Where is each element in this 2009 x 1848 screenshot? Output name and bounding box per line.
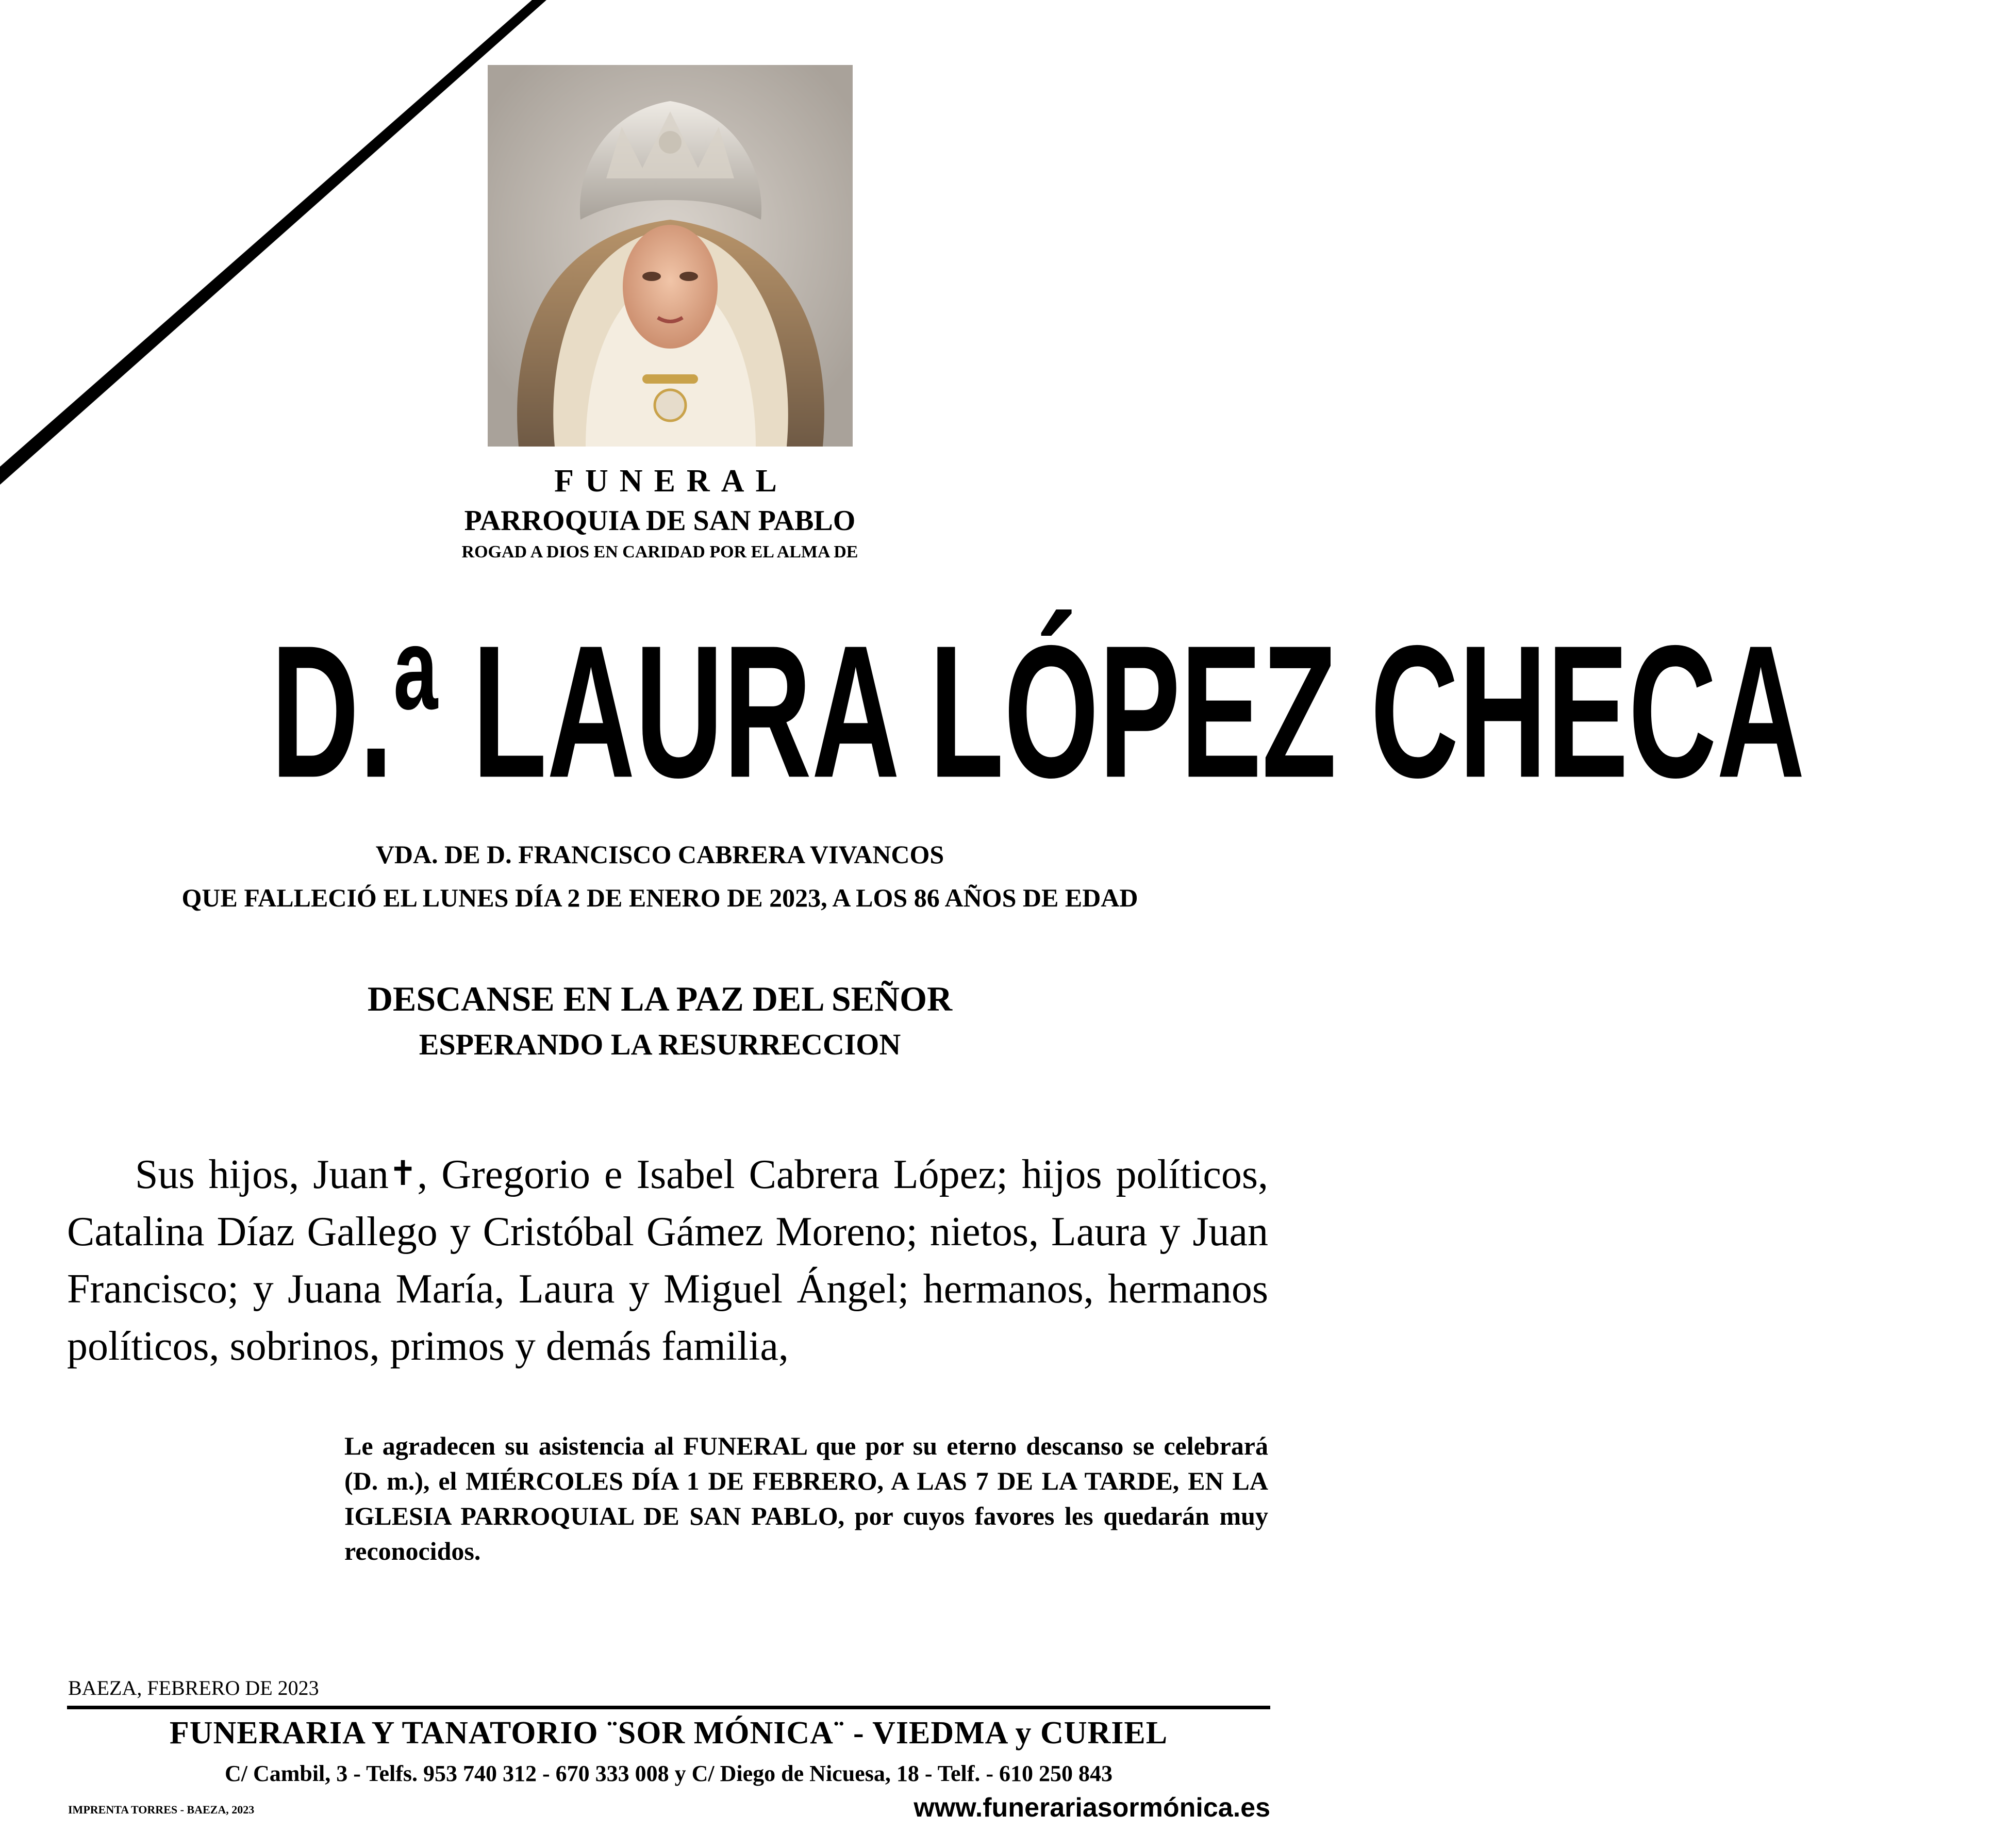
virgin-portrait: [488, 65, 853, 447]
cross-icon: ✝: [388, 1153, 418, 1193]
website-link[interactable]: www.funerariasormónica.es: [914, 1793, 1270, 1823]
thanks-paragraph: Le agradecen su asistencia al FUNERAL que por su eterno descanso se celebrará (D. m.), el MIÉRCOLES DÍA 1 DE FEBRERO, A LAS 7 DE LA TARDE, EN LA IGLESIA PARROQUIAL DE SAN PABLO, por cuyos favores les quedarán muy reconocidos.: [344, 1431, 1268, 1565]
prayer-line: ROGAD A DIOS EN CARIDAD POR EL ALMA DE: [461, 542, 858, 562]
funeral-home-name: [67, 1715, 1270, 1752]
resurrection-line: ESPERANDO LA RESURRECCION: [419, 1028, 901, 1061]
funeral-home-name-text: FUNERARIA Y TANATORIO ¨SOR MÓNICA¨ - VIEDMA y CURIEL: [169, 1715, 1168, 1751]
family-text-part2: , Gregorio e Isabel Cabrera López; hijos políticos, Catalina Díaz Gallego y Cristóbal Gámez Moreno; nietos, Laura y Juan Francisco; y Juana María, Laura y Miguel Ángel; hermanos, hermanos políticos, sobrinos, primos y demás familia,: [67, 1152, 1269, 1369]
widow-line: VDA. DE D. FRANCISCO CABRERA VIVANCOS: [375, 840, 944, 869]
funeral-home-address-text: C/ Cambil, 3 - Telfs. 953 740 312 - 670 333 008 y C/ Diego de Nicuesa, 18 - Telf. - 610 250 843: [224, 1761, 1113, 1786]
death-date-line-text: QUE FALLECIÓ EL LUNES DÍA 2 DE ENERO DE 2023, A LOS 86 AÑOS DE EDAD: [181, 883, 1138, 912]
deceased-name: [67, 605, 1805, 827]
virgin-portrait-image: [488, 65, 853, 447]
family-text-part1: Sus hijos, Juan: [135, 1152, 389, 1197]
parish-name: PARROQUIA DE SAN PABLO: [464, 505, 856, 537]
death-date-line: [0, 883, 1320, 913]
funeral-heading: FUNERAL: [554, 464, 788, 499]
city-date: BAEZA, FEBRERO DE 2023: [68, 1676, 319, 1700]
funeral-home-address: [67, 1760, 1270, 1787]
mourning-band: [0, 0, 567, 495]
family-paragraph: [67, 1145, 1268, 1375]
rest-in-peace-line: DESCANSE EN LA PAZ DEL SEÑOR: [367, 979, 953, 1018]
footer-divider: [67, 1706, 1270, 1709]
deceased-name-text: D.ª LAURA LÓPEZ CHECA: [271, 605, 1805, 817]
printer-credit: IMPRENTA TORRES - BAEZA, 2023: [68, 1803, 255, 1816]
